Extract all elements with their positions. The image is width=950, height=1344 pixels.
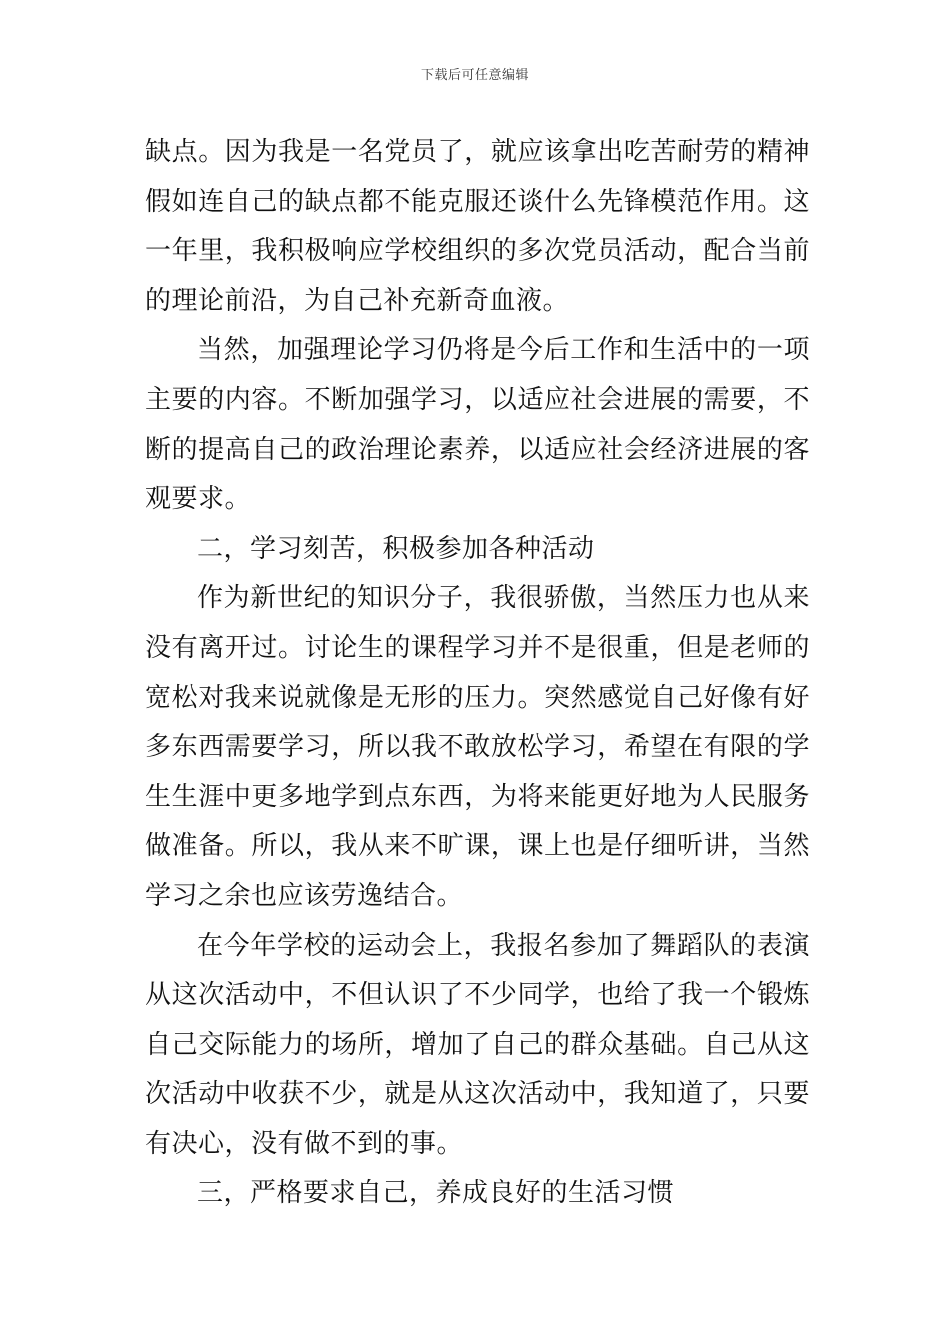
page-header: 下载后可任意编辑 [420,68,529,83]
text-line: 一年里，我积极响应学校组织的多次党员活动，配合当前 [145,236,810,267]
section-heading: 二，学习刻苦，积极参加各种活动 [197,533,595,564]
text-line: 主要的内容。不断加强学习，以适应社会进展的需要，不 [145,384,810,415]
text-line: 的理论前沿，为自己补充新奇血液。 [145,285,570,316]
text-line: 有决心，没有做不到的事。 [145,1128,464,1159]
text-line: 宽松对我来说就像是无形的压力。突然感觉自己好像有好 [145,682,810,713]
text-line: 做准备。所以，我从来不旷课，课上也是仔细听讲，当然 [145,831,810,862]
text-line: 假如连自己的缺点都不能克服还谈什么先锋模范作用。这 [145,186,810,217]
paragraph-start-line: 作为新世纪的知识分子，我很骄傲，当然压力也从来 [197,583,810,614]
text-line: 次活动中收获不少，就是从这次活动中，我知道了，只要 [145,1079,810,1110]
text-line: 多东西需要学习，所以我不敢放松学习，希望在有限的学 [145,732,810,763]
text-line: 缺点。因为我是一名党员了，就应该拿出吃苦耐劳的精神 [145,137,810,167]
document-body [145,128,810,1219]
text-line: 自己交际能力的场所，增加了自己的群众基础。自己从这 [145,1029,810,1060]
paragraph-start-line: 在今年学校的运动会上，我报名参加了舞蹈队的表演 [197,930,810,961]
section-heading: 三，严格要求自己，养成良好的生活习惯 [197,1178,675,1209]
text-line: 断的提高自己的政治理论素养，以适应社会经济进展的客 [145,434,810,465]
paragraph-start-line: 当然，加强理论学习仍将是今后工作和生活中的一项 [197,335,810,366]
text-line: 生生涯中更多地学到点东西，为将来能更好地为人民服务 [145,781,810,812]
text-line: 学习之余也应该劳逸结合。 [145,880,464,911]
text-line: 没有离开过。讨论生的课程学习并不是很重，但是老师的 [145,632,810,663]
text-line: 观要求。 [145,484,252,515]
text-line: 从这次活动中，不但认识了不少同学，也给了我一个锻炼 [145,980,810,1011]
